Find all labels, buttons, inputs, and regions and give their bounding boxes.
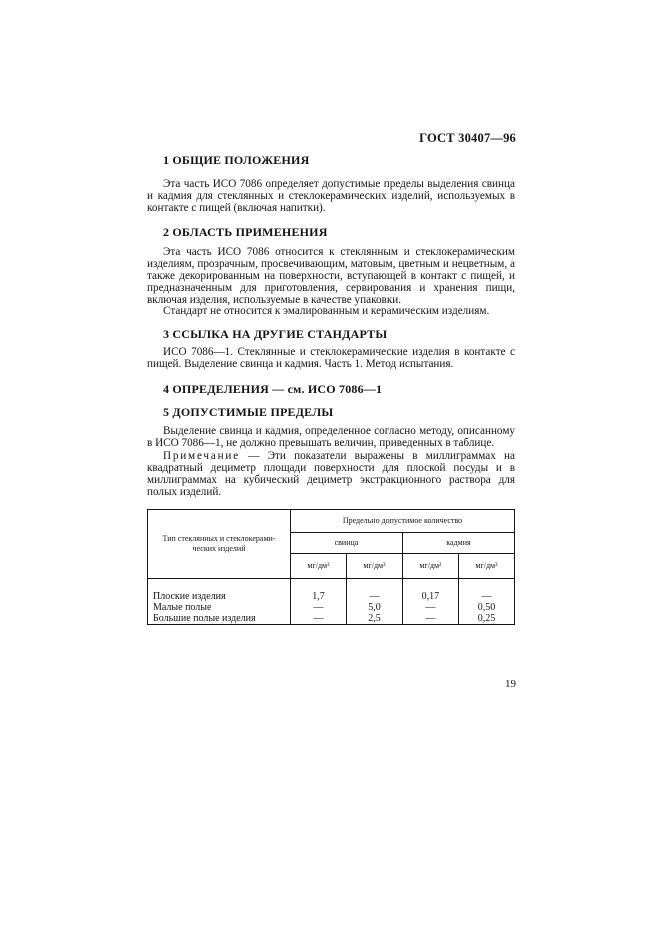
section-3-paragraph: ИСО 7086—1. Стеклянные и стеклокерамические изделия в контакте с пищей. Выделение свинца и кадмия. Часть 1. Метод испытания. <box>147 346 515 370</box>
table-row <box>148 613 515 625</box>
cd-volume-value: 0,50 <box>458 602 514 613</box>
section-5-heading: 5 ДОПУСТИМЫЕ ПРЕДЕЛЫ <box>163 404 334 419</box>
cd-area-value: — <box>402 602 458 613</box>
section-4-heading: 4 ОПРЕДЕЛЕНИЯ — см. ИСО 7086—1 <box>163 381 383 396</box>
row-name: Малые полые <box>148 602 291 613</box>
col-type-header: Тип стеклянных и стеклокерами-ческих изделий <box>148 509 291 578</box>
lead-volume-value: 2,5 <box>346 613 402 625</box>
cd-volume-value: 0,25 <box>458 613 514 625</box>
cd-area-value: — <box>402 613 458 625</box>
table-row <box>148 578 515 602</box>
section-2-paragraph: Стандарт не относится к эмалированным и керамическим изделиям. <box>163 305 490 318</box>
lead-area-value: — <box>291 602 347 613</box>
cadmium-header: кадмия <box>402 532 514 553</box>
lead-volume-value: — <box>346 578 402 602</box>
lead-volume-value: 5,0 <box>346 602 402 613</box>
section-5-paragraph: Выделение свинца и кадмия, определенное согласно методу, описанному в ИСО 7086—1, не должно превышать величин, приведенных в таблице. <box>147 424 515 449</box>
note-label: Примечание <box>163 450 240 463</box>
unit-area-header: мг/дм² <box>402 553 458 578</box>
table-row <box>148 602 515 613</box>
unit-volume-header: мг/дм³ <box>458 553 514 578</box>
lead-area-value: 1,7 <box>291 578 347 602</box>
cd-volume-value: — <box>458 578 514 602</box>
unit-area-header: мг/дм² <box>291 553 347 578</box>
cd-area-value: 0,17 <box>402 578 458 602</box>
section-2-paragraph: Эта часть ИСО 7086 относится к стеклянным и стеклокерамическим изделиям, прозрачным, просвечивающим, матовым, цветным и нецветным, а также декорированным на поверхности, вступающей в контакт с пищей, и предназначенным для приготовления, сервирования и хранения пищи, включая изделия, используемые в качестве упаковки. <box>147 246 515 306</box>
section-3-heading: 3 ССЫЛКА НА ДРУГИЕ СТАНДАРТЫ <box>163 327 388 342</box>
row-name: Большие полые изделия <box>148 613 291 625</box>
standard-header: ГОСТ 30407—96 <box>419 131 516 145</box>
row-name: Плоские изделия <box>148 578 291 602</box>
group-header: Предельно допустимое количество <box>291 509 515 532</box>
unit-volume-header: мг/дм³ <box>346 553 402 578</box>
section-2-heading: 2 ОБЛАСТЬ ПРИМЕНЕНИЯ <box>163 225 328 240</box>
lead-header: свинца <box>291 532 403 553</box>
page-number: 19 <box>505 678 516 690</box>
section-1-heading: 1 ОБЩИЕ ПОЛОЖЕНИЯ <box>163 153 310 167</box>
lead-area-value: — <box>291 613 347 625</box>
note-paragraph <box>147 451 515 498</box>
note-text: — Эти показатели выражены в миллиграммах на квадратный дециметр площади поверхности для плоской посуды и в миллиграммах на кубический дециметр экстракционного раствора для полых изделий. <box>147 450 515 498</box>
document-body <box>147 152 515 625</box>
section-1-paragraph: Эта часть ИСО 7086 определяет допустимые пределы выделения свинца и кадмия для стеклянных и стеклокерамических изделий, используемых в контакте с пищей (включая напитки). <box>147 178 515 214</box>
limits-table <box>147 509 515 625</box>
